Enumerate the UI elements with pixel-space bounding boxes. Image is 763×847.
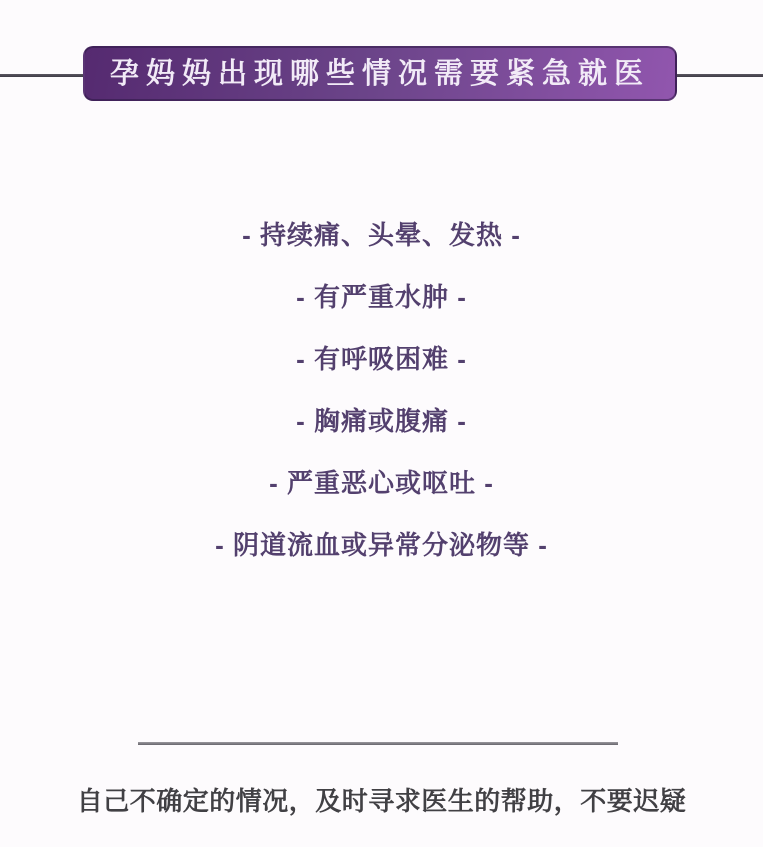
title-banner <box>83 46 677 101</box>
footer-note: 自己不确定的情况，及时寻求医生的帮助，不要迟疑 <box>76 786 687 816</box>
list-item: - 有严重水肿 - <box>296 282 467 312</box>
list-item: - 胸痛或腹痛 - <box>296 406 467 436</box>
symptom-list <box>0 220 763 560</box>
page-title: 孕妈妈出现哪些情况需要紧急就医 <box>109 58 650 90</box>
list-item: - 严重恶心或呕吐 - <box>269 468 494 498</box>
footer-divider <box>138 742 618 745</box>
list-item: - 有呼吸困难 - <box>296 344 467 374</box>
list-item: - 持续痛、头晕、发热 - <box>242 220 521 250</box>
list-item: - 阴道流血或异常分泌物等 - <box>215 530 548 560</box>
